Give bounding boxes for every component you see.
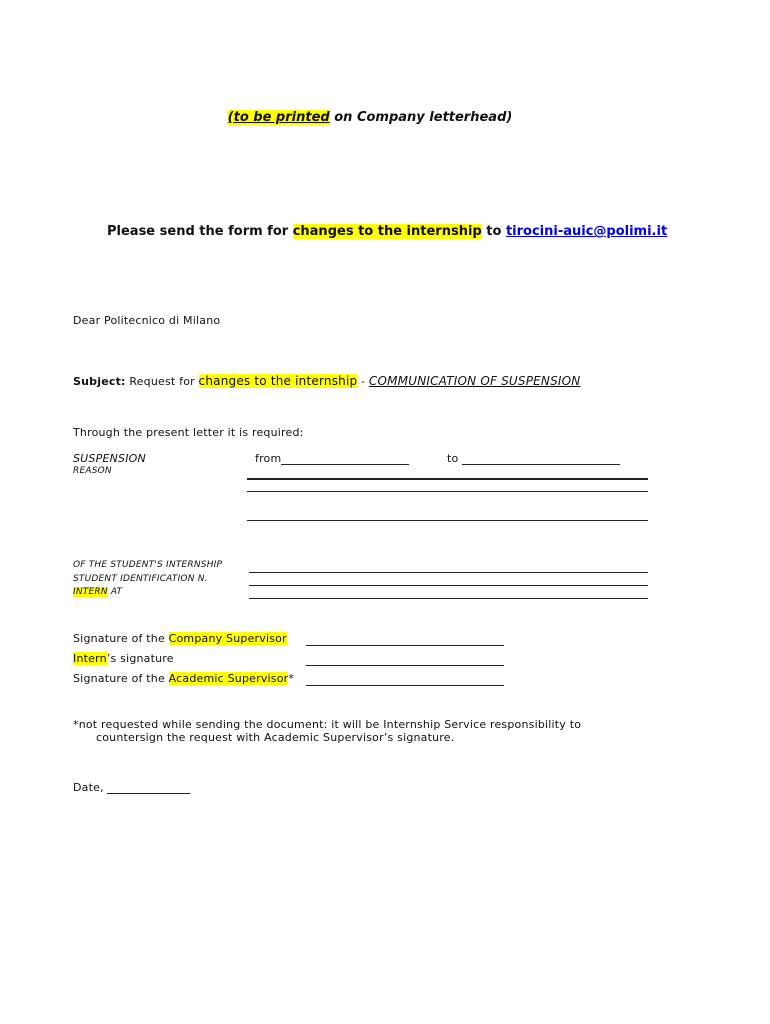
company-signature-prefix: Signature of the <box>73 632 169 645</box>
instruction-line <box>107 224 667 239</box>
instruction-prefix: Please send the form for <box>107 224 293 239</box>
academic-signature-label <box>73 672 294 685</box>
letterhead-note-rest: on Company letterhead) <box>329 110 513 125</box>
suspension-label: SUSPENSION <box>73 452 146 465</box>
instruction-highlight: changes to the internship <box>292 224 482 239</box>
intern-at-text: AT <box>107 587 123 597</box>
reason-field-line-3[interactable] <box>247 520 648 521</box>
company-supervisor-highlight: Company Supervisor <box>168 632 287 645</box>
intern-at-label <box>73 587 122 597</box>
intern-signature-rest: ’s signature <box>106 652 174 665</box>
internship-label: OF THE STUDENT'S INTERNSHIP <box>73 560 223 570</box>
date-label: Date, <box>73 781 104 794</box>
footnote-line-1: *not requested while sending the document: it will be Internship Service responsibility to <box>73 718 582 731</box>
to-date-field[interactable] <box>462 464 620 465</box>
from-date-field[interactable] <box>281 464 409 465</box>
company-signature-field[interactable] <box>306 645 504 646</box>
intern-at-field[interactable] <box>249 598 648 599</box>
from-label: from <box>255 452 282 465</box>
subject-label: Subject: <box>73 375 126 388</box>
intern-signature-label <box>73 652 174 665</box>
intro-text: Through the present letter it is required: <box>73 426 304 439</box>
footnote-line-2: countersign the request with Academic Supervisor’s signature. <box>96 731 455 744</box>
company-signature-label <box>73 632 287 645</box>
letterhead-note-highlight: (to be printed <box>227 110 330 125</box>
academic-signature-field[interactable] <box>306 685 504 686</box>
subject-text: Request for <box>125 375 199 388</box>
email-link[interactable]: tirocini-auic@polimi.it <box>505 224 668 239</box>
reason-label: REASON <box>73 466 112 476</box>
instruction-middle: to <box>481 224 506 239</box>
student-id-label: STUDENT IDENTIFICATION N. <box>73 574 208 584</box>
subject-dash: - <box>357 375 369 388</box>
reason-field-line-1[interactable] <box>247 478 648 480</box>
intern-signature-field[interactable] <box>306 665 504 666</box>
subject-type: COMMUNICATION OF SUSPENSION <box>368 374 581 388</box>
greeting: Dear Politecnico di Milano <box>73 314 221 327</box>
student-id-field[interactable] <box>249 585 648 586</box>
reason-field-line-2[interactable] <box>247 491 648 492</box>
academic-asterisk: * <box>288 672 295 685</box>
letterhead-note <box>0 110 740 125</box>
subject-highlight: changes to the internship <box>198 374 358 388</box>
internship-field[interactable] <box>249 572 648 573</box>
to-label: to <box>447 452 459 465</box>
subject-line <box>73 374 580 388</box>
intern-signature-highlight: Intern <box>73 652 107 665</box>
intern-highlight: INTERN <box>73 587 108 597</box>
academic-supervisor-highlight: Academic Supervisor <box>168 672 289 685</box>
academic-signature-prefix: Signature of the <box>73 672 169 685</box>
date-field[interactable] <box>107 793 190 794</box>
